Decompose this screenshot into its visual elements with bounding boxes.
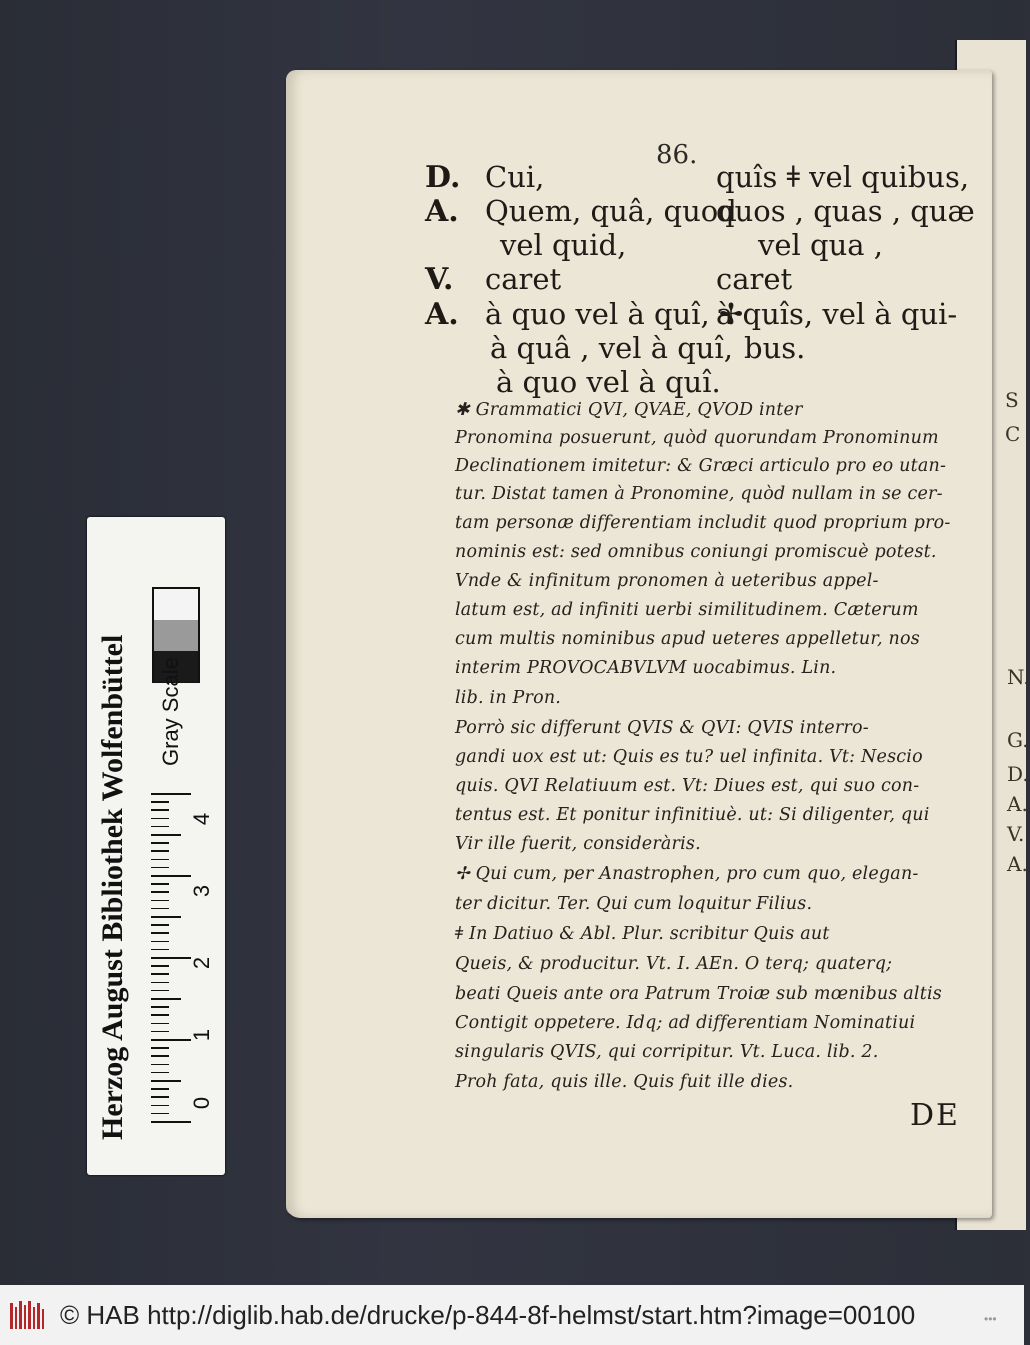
ruler-tick [151,908,169,910]
footnote-line: Vnde & infinitum pronomen à ueteribus appel- [455,571,879,591]
ruler-tick [151,883,169,885]
footnote-line: lib. in Pron. [455,688,562,708]
case-label: A. [425,297,459,332]
plural-form: quos , quas , quæ [716,194,975,228]
ruler-tick [151,1080,181,1082]
ruler-number: 3 [189,884,215,898]
ruler-tick [151,1023,169,1025]
case-label: A. [425,194,459,229]
footnote-line: Pronomina posuerunt, quòd quorundam Pronominum [455,428,939,448]
ruler-tick [151,1031,169,1033]
footnote-line: beati Queis ante ora Patrum Troiæ sub mœnibus altis [455,984,942,1004]
facing-page-fragment: N. [1007,665,1030,689]
plural-form: vel qua , [758,228,884,262]
ruler-tick [151,1096,169,1098]
ruler-tick [151,1088,169,1090]
page-number: 86. [656,140,698,170]
ruler-tick [151,965,169,967]
ruler-tick [151,957,191,959]
ruler-tick [151,1121,191,1123]
footnote-line: Porrò sic differunt QVIS & QVI: QVIS interro- [455,718,869,738]
footnote-line: Declinationem imitetur: & Græci articulo pro eo utan- [455,456,947,476]
ruler-scale [151,786,195,1121]
footnote-line: ✱ Grammatici QVI, QVAE, QVOD inter [455,400,803,420]
singular-form: vel quid, [500,228,627,262]
singular-form: à quâ , vel à quî, [490,331,733,365]
footnote-line: Proh fata, quis ille. Quis fuit ille dies. [455,1072,794,1092]
case-label: V. [425,262,454,297]
footnote-line: tam personæ differentiam includit quod proprium pro- [455,513,951,533]
ruler-tick [151,834,181,836]
plural-form: caret [716,262,793,296]
facing-page-fragment: S [1005,388,1019,412]
singular-form: à quo vel à quî, ✢ [485,297,744,331]
footnote-line: gandi uox est ut: Quis es tu? uel infinita. Vt: Nescio [455,747,923,767]
ruler-tick [151,941,169,943]
ruler-tick [151,818,169,820]
singular-form: Cui, [485,160,545,194]
plural-form: bus. [744,331,806,365]
ruler-tick [151,826,169,828]
ruler-tick [151,1039,191,1041]
footnote-line: tur. Distat tamen à Pronomine, quòd nullam in se cer- [455,484,943,504]
ruler-tick [151,875,191,877]
footnote-line: ter dicitur. Ter. Qui cum loquitur Filius. [455,894,813,914]
footnote-line: Queis, & producitur. Vt. I. AEn. O terq; quaterq; [455,954,893,974]
ruler-number: 1 [189,1028,215,1042]
ruler-tick [151,867,169,869]
hab-logo-icon [8,1297,46,1335]
ruler-tick [151,949,169,951]
ruler-tick [151,1047,169,1049]
footnote-line: singularis QVIS, qui corripitur. Vt. Luca. lib. 2. [455,1042,879,1062]
footnote-line: ǂ In Datiuo & Abl. Plur. scribitur Quis aut [455,924,830,944]
footer-dots: ••• [984,1312,997,1326]
ruler-tick [151,1113,169,1115]
facing-page-fragment: G. [1007,728,1029,752]
ruler-tick [151,982,169,984]
ruler-tick [151,900,169,902]
footnote-line: quis. QVI Relatiuum est. Vt: Diues est, qui suo con- [455,776,920,796]
footnote-line: interim PROVOCABVLVM uocabimus. Lin. [455,658,837,678]
footnote-line: Contigit oppetere. Idq; ad differentiam Nominatiui [455,1013,916,1033]
plural-form: quîs ǂ vel quibus, [716,160,970,194]
ruler-tick [151,1064,169,1066]
copyright-url[interactable]: © HAB http://diglib.hab.de/drucke/p-844-8f-helmst/start.htm?image=00100 [60,1300,916,1330]
gray-scale-label: Gray Scale [158,657,183,766]
catchword: DE [910,1098,960,1133]
gray-swatch-mid [154,620,198,651]
ruler-tick [151,924,169,926]
singular-form: Quem, quâ, quod [485,194,737,228]
ruler-tick [151,859,169,861]
ruler-tick [151,842,169,844]
ruler-number: 0 [189,1096,215,1110]
singular-form: caret [485,262,562,296]
ruler-tick [151,1072,169,1074]
ruler-tick [151,932,169,934]
ruler-tick [151,990,169,992]
ruler-tick [151,793,191,795]
ruler-number: 4 [189,812,215,826]
ruler-tick [151,1014,169,1016]
footnote-line: tentus est. Et ponitur infinitiuè. ut: Si diligenter, qui [455,805,930,825]
facing-page-fragment: A. [1007,852,1028,876]
footnote-line: ✢ Qui cum, per Anastrophen, pro cum quo, elegan- [455,864,919,884]
ruler-tick [151,1105,169,1107]
footnote-line: latum est, ad infiniti uerbi similitudinem. Cæterum [455,600,919,620]
ruler-tick [151,809,169,811]
footnote-line: Vir ille fuerit, consideràris. [455,834,701,854]
ruler-tick [151,973,169,975]
ruler-number: 2 [189,956,215,970]
ruler-tick [151,891,169,893]
singular-form: à quo vel à quî. [496,365,721,399]
footnote-line: cum multis nominibus apud ueteres appelletur, nos [455,629,920,649]
ruler-tick [151,1006,169,1008]
facing-page-fragment: A. [1007,792,1028,816]
ruler-tick [151,916,181,918]
ruler-tick [151,801,169,803]
facing-page-fragment: V. [1007,822,1025,846]
facing-page-fragment: D. [1007,762,1029,786]
ruler-tick [151,1055,169,1057]
facing-page-fragment: C [1005,422,1021,446]
ruler-tick [151,850,169,852]
ruler-title: Herzog August Bibliothek Wolfenbüttel [96,634,129,1140]
case-label: D. [425,160,461,195]
ruler-tick [151,998,181,1000]
gray-swatch-white [154,589,198,620]
plural-form: à quîs, vel à qui- [716,297,958,331]
footnote-line: nominis est: sed omnibus coniungi promiscuè potest. [455,542,937,562]
